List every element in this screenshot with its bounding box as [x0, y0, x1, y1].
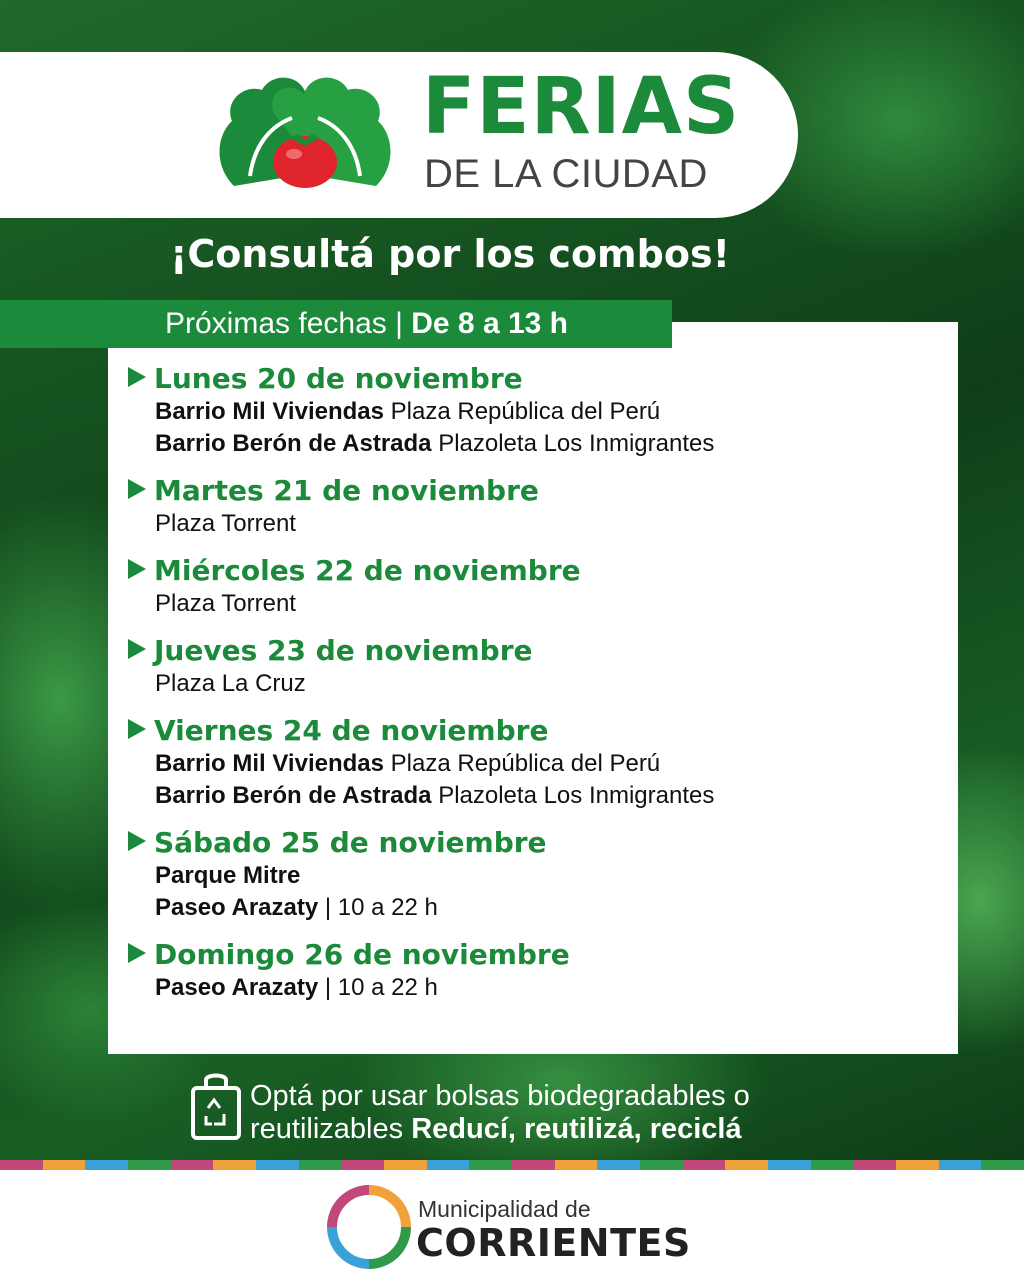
location-line: Barrio Berón de Astrada Plazoleta Los Inmigrantes	[155, 782, 715, 809]
location-line: Barrio Mil Viviendas Plaza República del Perú	[155, 750, 661, 777]
location-line: Plaza La Cruz	[155, 670, 306, 697]
recycle-bag-icon	[190, 1072, 242, 1142]
eco-message	[190, 1072, 890, 1144]
day-title: Martes 21 de noviembre	[128, 474, 948, 508]
day-block	[128, 474, 948, 540]
eco-line-2: reutilizables Reducí, reutilizá, reciclá	[250, 1113, 742, 1145]
eco-text	[250, 1080, 750, 1146]
headline: ¡Consultá por los combos!	[170, 232, 730, 276]
municipality-label: Municipalidad de	[418, 1196, 591, 1222]
day-title: Domingo 26 de noviembre	[128, 938, 948, 972]
day-title: Viernes 24 de noviembre	[128, 714, 948, 748]
arrow-right-icon	[128, 559, 146, 579]
arrow-right-icon	[128, 943, 146, 963]
day-title: Jueves 23 de noviembre	[128, 634, 948, 668]
brand-title: FERIAS	[422, 62, 741, 152]
municipality-name: CORRIENTES	[416, 1221, 691, 1265]
dates-separator: |	[395, 307, 403, 340]
day-block	[128, 714, 948, 812]
arrow-right-icon	[128, 367, 146, 387]
dates-label: Próximas fechas	[165, 307, 387, 340]
day-block	[128, 554, 948, 620]
day-block	[128, 634, 948, 700]
location-line: Barrio Berón de Astrada Plazoleta Los Inmigrantes	[155, 430, 715, 457]
schedule-list	[128, 362, 948, 1018]
day-block	[128, 938, 948, 1004]
location-line: Paseo Arazaty | 10 a 22 h	[155, 894, 438, 921]
location-line: Barrio Mil Viviendas Plaza República del Perú	[155, 398, 661, 425]
location-line: Parque Mitre	[155, 862, 301, 889]
dates-banner-text	[165, 306, 568, 342]
location-line: Plaza Torrent	[155, 590, 296, 617]
day-title: Sábado 25 de noviembre	[128, 826, 948, 860]
location-line: Plaza Torrent	[155, 510, 296, 537]
arrow-right-icon	[128, 831, 146, 851]
day-title: Lunes 20 de noviembre	[128, 362, 948, 396]
color-stripe	[0, 1160, 1024, 1170]
location-line: Paseo Arazaty | 10 a 22 h	[155, 974, 438, 1001]
dates-hours: De 8 a 13 h	[411, 307, 568, 340]
lettuce-tomato-icon	[214, 66, 396, 196]
day-block	[128, 826, 948, 924]
arrow-right-icon	[128, 639, 146, 659]
corrientes-ring-icon	[326, 1184, 412, 1270]
day-block	[128, 362, 948, 460]
arrow-right-icon	[128, 479, 146, 499]
brand-subtitle: DE LA CIUDAD	[424, 152, 708, 196]
day-title: Miércoles 22 de noviembre	[128, 554, 948, 588]
arrow-right-icon	[128, 719, 146, 739]
eco-line-1: Optá por usar bolsas biodegradables o	[250, 1080, 750, 1112]
